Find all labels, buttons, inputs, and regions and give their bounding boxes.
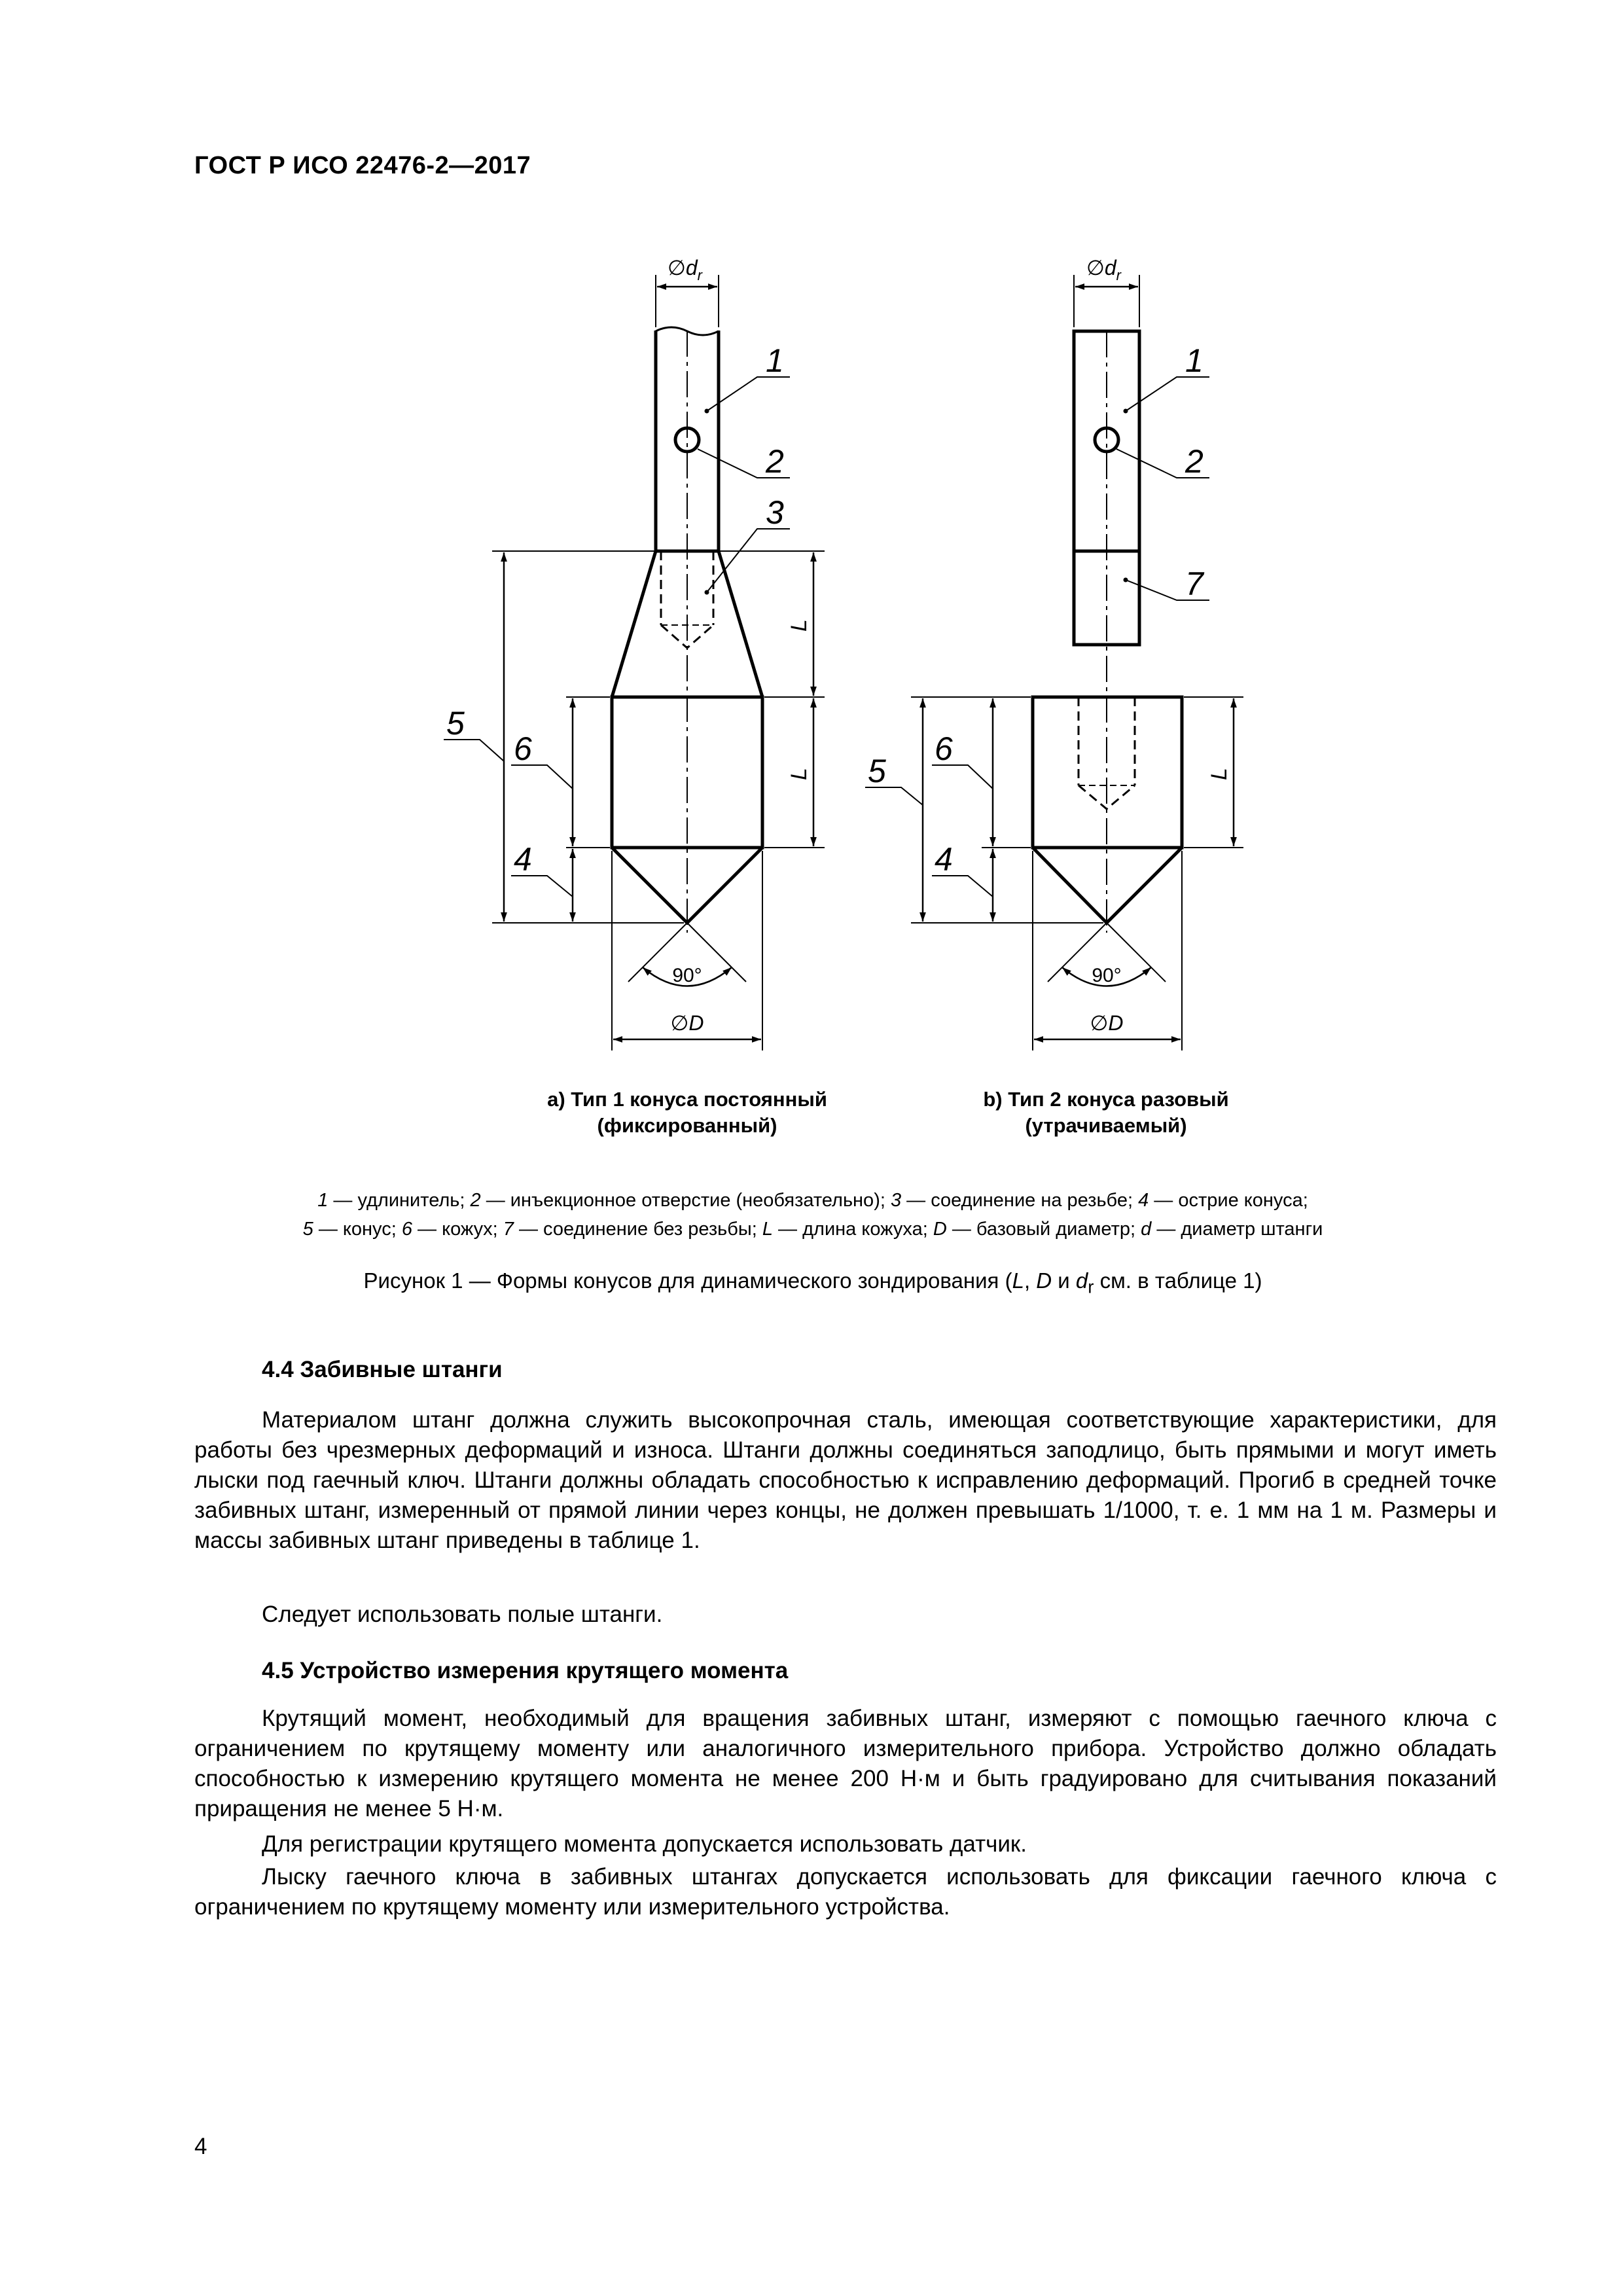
figure-b-cone-type-2	[865, 275, 1243, 1050]
label-D-b: ∅D	[1090, 1011, 1124, 1035]
label-1-b: 1	[1185, 342, 1204, 379]
label-dr-a: $\emptyset d_r$	[668, 256, 702, 283]
label-L-a-top: L	[787, 619, 812, 632]
legend-line-1: 1 — удлинитель; 2 — инъекционное отверстие (необязательно); 3 — соединение на резьбе; 4 — острие конуса;	[317, 1190, 1308, 1211]
document-header: ГОСТ Р ИСО 22476-2—2017	[194, 152, 531, 179]
section-4-4-heading: 4.4 Забивные штанги	[262, 1357, 503, 1382]
section-4-4-paragraph-1: Материалом штанг должна служить высокопрочная сталь, имеющая соответствующие характеристики, для работы без чрезмерных деформаций и износа. Штанги должны соединяться заподлицо, быть прямыми и могут иметь лыски под гаечный ключ. Штанги должны обладать способностью к исправлению деформаций. Прогиб в средней точке забивных штанг, измеренный от прямой линии через концы, не должен превышать 1/1000, т. е. 1 мм на 1 м. Размеры и массы забивных штанг приведены в таблице 1.	[194, 1407, 1497, 1553]
label-7-b: 7	[1185, 565, 1204, 602]
label-4-b: 4	[935, 841, 953, 878]
label-4-a: 4	[514, 841, 532, 878]
label-2-b: 2	[1185, 443, 1204, 480]
label-5-b: 5	[868, 753, 886, 789]
label-D-a: ∅D	[670, 1011, 704, 1035]
caption-a-line2: (фиксированный)	[597, 1114, 777, 1137]
label-5-a: 5	[446, 705, 465, 742]
label-3-a: 3	[766, 494, 784, 531]
caption-b-line2: (утрачиваемый)	[1025, 1114, 1187, 1137]
section-4-5-paragraph-1: Крутящий момент, необходимый для вращения забивных штанг, измеряют с помощью гаечного ключа с ограничением по крутящему моменту или аналогичного измерительного прибора. Устройство должно обладать способностью к измерению крутящего момента не менее 200 Н·м и быть градуировано для считывания показаний приращения не менее 5 Н·м.	[194, 1706, 1497, 1821]
section-4-5-heading: 4.5 Устройство измерения крутящего момента	[262, 1658, 789, 1683]
label-L-a-bottom: L	[787, 768, 812, 780]
section-4-5-paragraph-3: Лыску гаечного ключа в забивных штангах допускается использовать для фиксации гаечного ключа с ограничением по крутящему моменту или измерительного устройства.	[194, 1864, 1497, 1920]
caption-b	[942, 1086, 1270, 1139]
caption-a-line1: a) Тип 1 конуса постоянный	[547, 1088, 827, 1111]
label-6-a: 6	[514, 730, 532, 767]
figure-a-cone-type-1	[444, 275, 825, 1050]
figure-title: Рисунок 1 — Формы конусов для динамического зондирования (L, D и $d_r$ см. в таблице 1)	[363, 1268, 1262, 1297]
caption-a	[524, 1086, 851, 1139]
label-angle-a: 90°	[672, 965, 702, 986]
legend-line-2: 5 — конус; 6 — кожух; 7 — соединение без резьбы; L — длина кожуха; D — базовый диаметр; d — диаметр штанги	[302, 1219, 1323, 1240]
section-4-5-paragraph-2: Для регистрации крутящего момента допускается использовать датчик.	[262, 1831, 1027, 1857]
label-2-a: 2	[766, 443, 784, 480]
page-number: 4	[194, 2134, 207, 2159]
label-dr-b: $\emptyset d_r$	[1086, 256, 1121, 283]
label-angle-b: 90°	[1092, 965, 1122, 986]
label-6-b: 6	[935, 730, 953, 767]
label-1-a: 1	[766, 342, 784, 379]
section-4-4-paragraph-2: Следует использовать полые штанги.	[262, 1602, 663, 1627]
caption-b-line1: b) Тип 2 конуса разовый	[983, 1088, 1229, 1111]
figure-legend	[194, 1186, 1431, 1244]
label-L-b: L	[1207, 768, 1232, 780]
